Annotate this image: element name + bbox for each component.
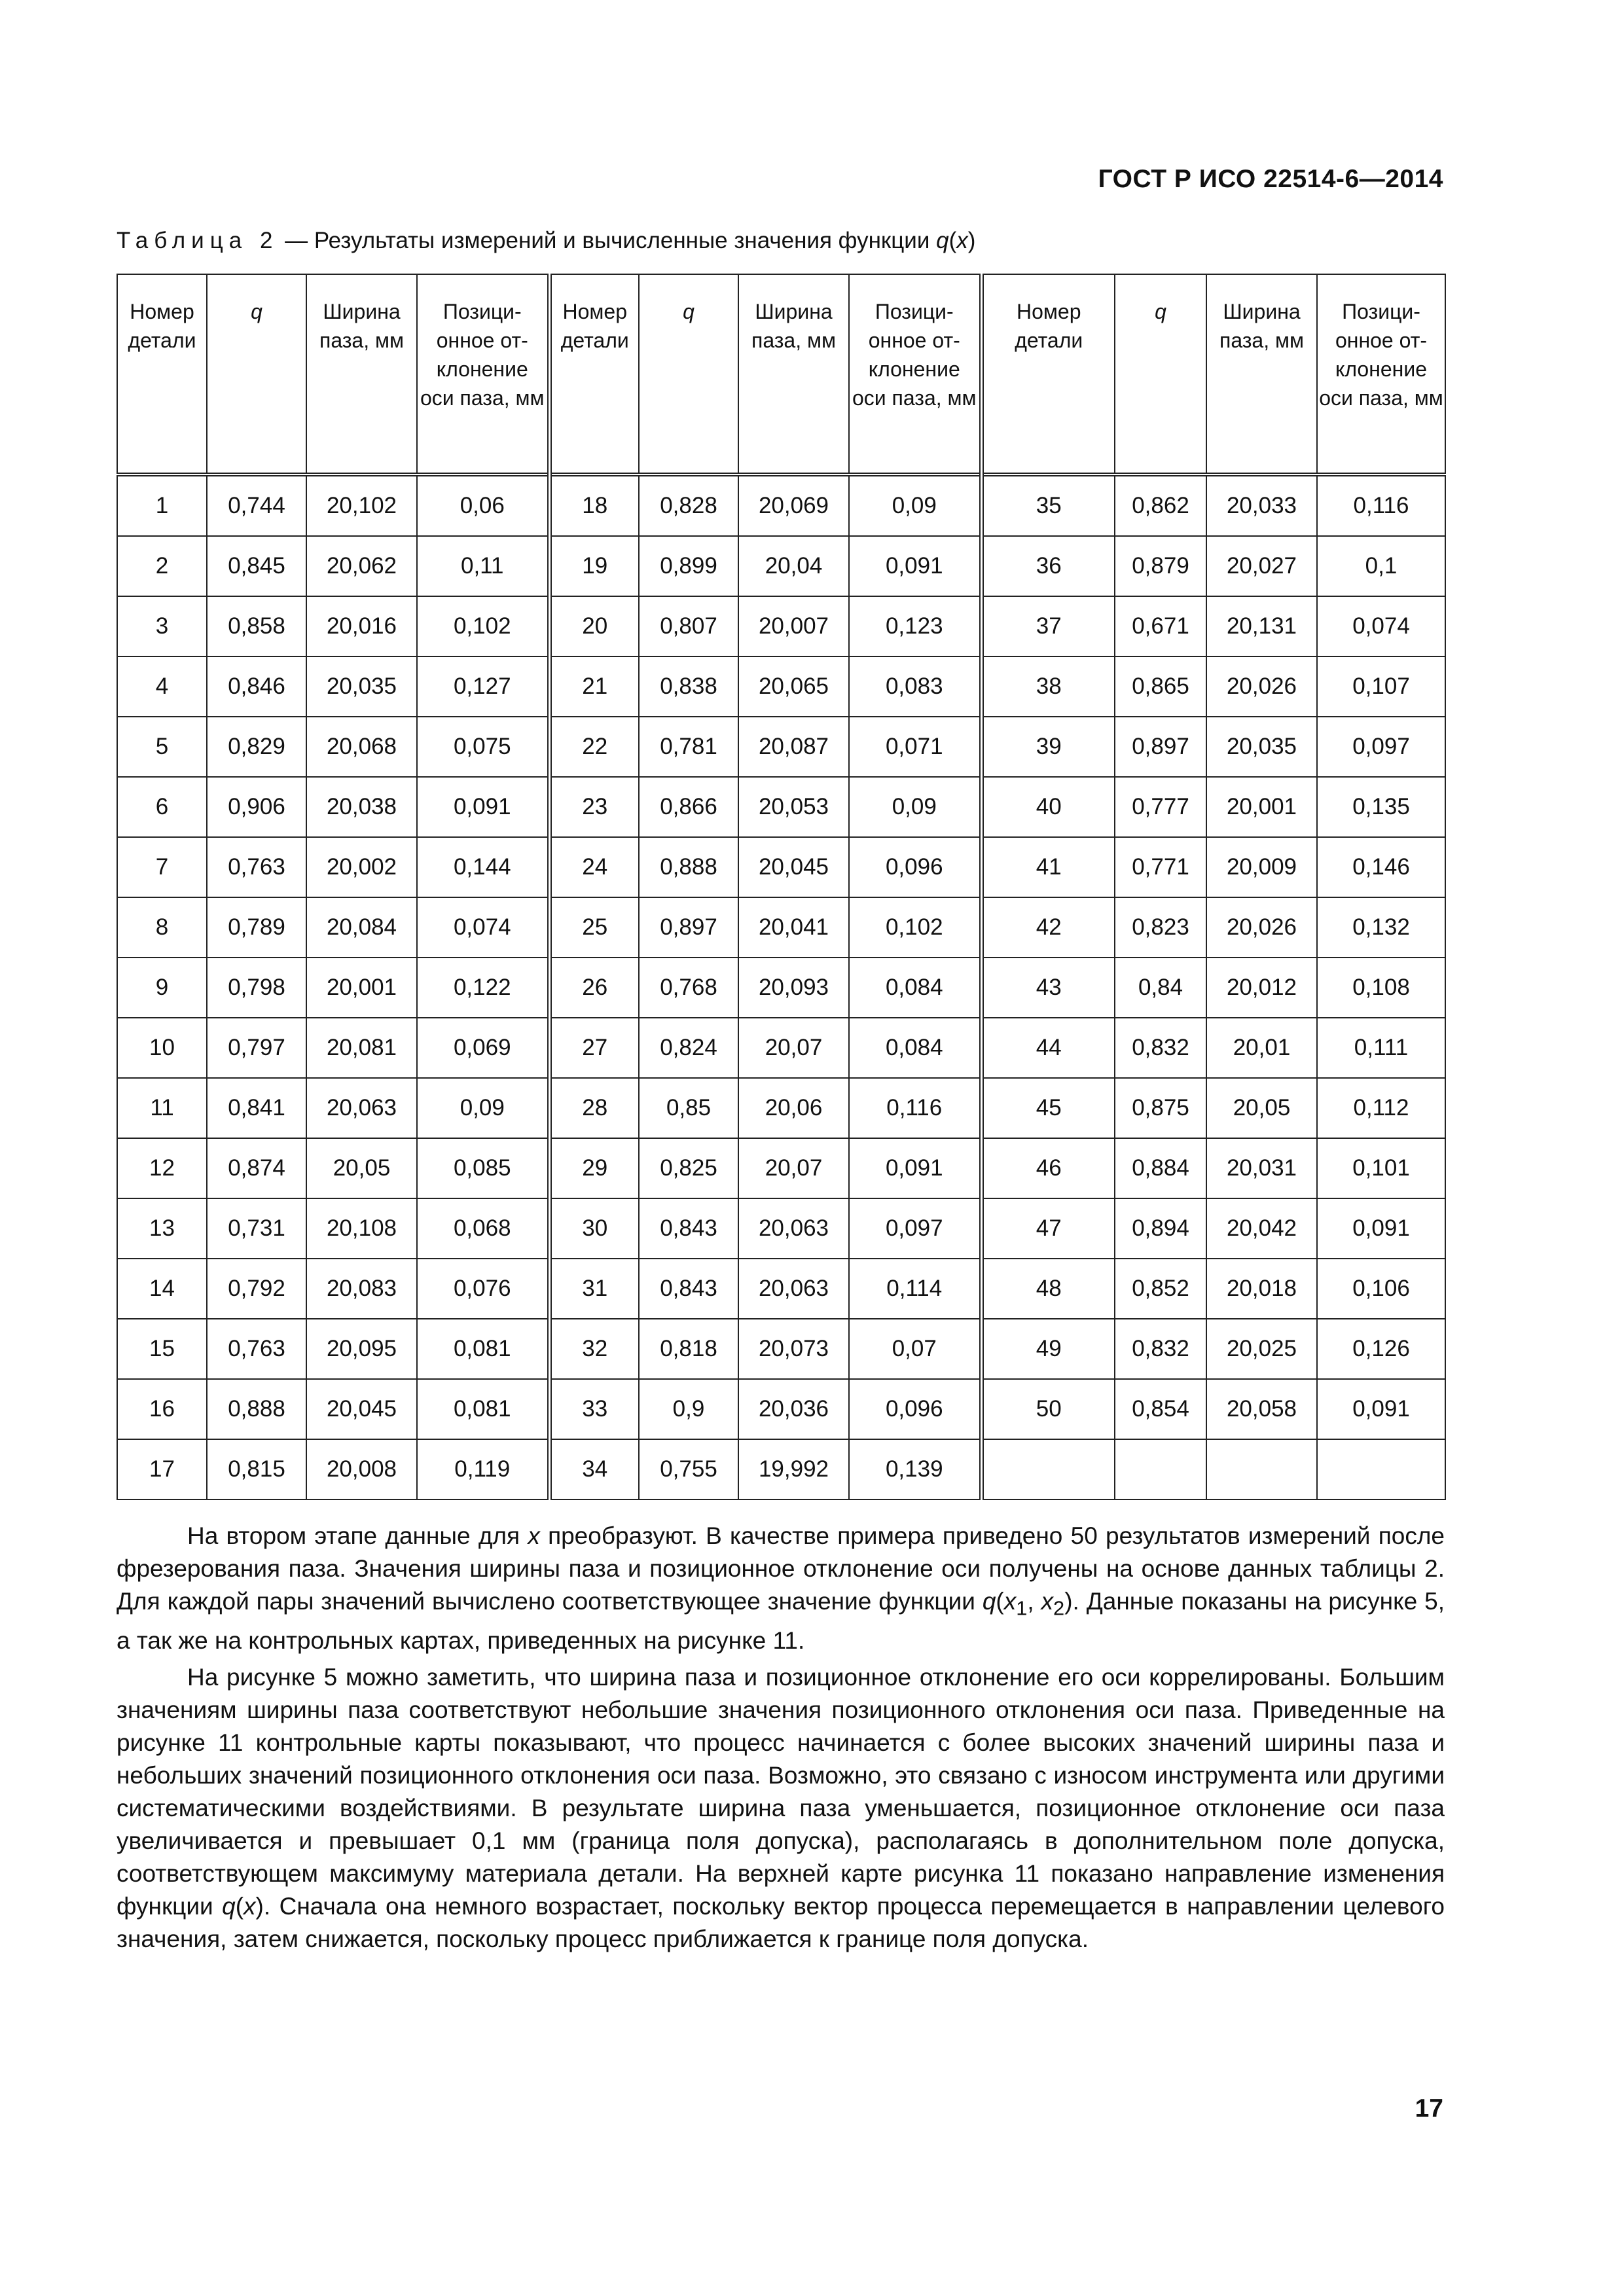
- q-cell: 0,888: [639, 837, 738, 897]
- header-position-deviation: Позици-онное от-клонение оси паза, мм: [1317, 274, 1445, 475]
- part-number-cell: 26: [549, 958, 639, 1018]
- table-row: [117, 897, 1445, 958]
- slot-width-cell: 20,009: [1206, 837, 1317, 897]
- position-deviation-cell: 0,126: [1317, 1319, 1445, 1379]
- q-cell: 0,899: [639, 536, 738, 596]
- position-deviation-cell: 0,144: [417, 837, 549, 897]
- position-deviation-cell: 0,09: [417, 1078, 549, 1138]
- slot-width-cell: 20,002: [306, 837, 417, 897]
- q-cell: 0,897: [1115, 717, 1206, 777]
- q-cell: 0,797: [207, 1018, 306, 1078]
- slot-width-cell: 20,026: [1206, 656, 1317, 717]
- part-number-cell: 18: [549, 475, 639, 536]
- header-part-number: Номер детали: [549, 274, 639, 475]
- math-var: x: [1003, 1588, 1017, 1615]
- slot-width-cell: 20,027: [1206, 536, 1317, 596]
- position-deviation-cell: 0,081: [417, 1379, 549, 1439]
- slot-width-cell: 20,038: [306, 777, 417, 837]
- part-number-cell: 9: [117, 958, 207, 1018]
- q-cell: 0,671: [1115, 596, 1206, 656]
- slot-width-cell: 20,025: [1206, 1319, 1317, 1379]
- q-cell: 0,829: [207, 717, 306, 777]
- slot-width-cell: 20,053: [738, 777, 849, 837]
- slot-width-cell: 20,108: [306, 1198, 417, 1259]
- position-deviation-cell: 0,114: [849, 1259, 981, 1319]
- position-deviation-cell: 0,069: [417, 1018, 549, 1078]
- position-deviation-cell: 0,081: [417, 1319, 549, 1379]
- slot-width-cell: 20,131: [1206, 596, 1317, 656]
- results-table: [117, 274, 1446, 1500]
- q-cell: 0,832: [1115, 1018, 1206, 1078]
- part-number-cell: 48: [981, 1259, 1115, 1319]
- part-number-cell: [981, 1439, 1115, 1499]
- position-deviation-cell: 0,075: [417, 717, 549, 777]
- part-number-cell: 32: [549, 1319, 639, 1379]
- table-row: [117, 1319, 1445, 1379]
- math-var: q: [222, 1893, 236, 1920]
- part-number-cell: 4: [117, 656, 207, 717]
- slot-width-cell: 20,035: [306, 656, 417, 717]
- slot-width-cell: 20,063: [738, 1259, 849, 1319]
- q-cell: 0,9: [639, 1379, 738, 1439]
- q-cell: 0,843: [639, 1198, 738, 1259]
- q-cell: 0,763: [207, 1319, 306, 1379]
- part-number-cell: 5: [117, 717, 207, 777]
- header-q: q: [1115, 274, 1206, 475]
- position-deviation-cell: 0,101: [1317, 1138, 1445, 1198]
- header-slot-width: Ширина паза, мм: [1206, 274, 1317, 475]
- position-deviation-cell: 0,146: [1317, 837, 1445, 897]
- text-run: ). Сначала она немного возрастает, поскольку вектор процесса перемещается в направлении целевого значения, затем снижается, поскольку процесс приближается к границе поля допуска.: [117, 1893, 1445, 1953]
- slot-width-cell: 20,073: [738, 1319, 849, 1379]
- part-number-cell: 23: [549, 777, 639, 837]
- q-cell: 0,846: [207, 656, 306, 717]
- table-caption-label: Таблица 2: [117, 228, 279, 253]
- position-deviation-cell: 0,107: [1317, 656, 1445, 717]
- q-cell: 0,777: [1115, 777, 1206, 837]
- q-cell: 0,755: [639, 1439, 738, 1499]
- position-deviation-cell: 0,106: [1317, 1259, 1445, 1319]
- slot-width-cell: 20,01: [1206, 1018, 1317, 1078]
- header-q: q: [639, 274, 738, 475]
- part-number-cell: 45: [981, 1078, 1115, 1138]
- q-cell: 0,789: [207, 897, 306, 958]
- paragraph: [117, 1520, 1445, 1657]
- position-deviation-cell: 0,096: [849, 837, 981, 897]
- slot-width-cell: 20,001: [306, 958, 417, 1018]
- table-row: [117, 536, 1445, 596]
- position-deviation-cell: 0,116: [1317, 475, 1445, 536]
- text-run: (: [235, 1893, 244, 1920]
- q-cell: 0,866: [639, 777, 738, 837]
- table-row: [117, 475, 1445, 536]
- part-number-cell: 47: [981, 1198, 1115, 1259]
- header-q: q: [207, 274, 306, 475]
- text-run: На втором этапе данные для: [187, 1522, 528, 1549]
- part-number-cell: 21: [549, 656, 639, 717]
- q-cell: 0,865: [1115, 656, 1206, 717]
- position-deviation-cell: 0,06: [417, 475, 549, 536]
- q-cell: 0,84: [1115, 958, 1206, 1018]
- slot-width-cell: 20,095: [306, 1319, 417, 1379]
- q-cell: 0,807: [639, 596, 738, 656]
- part-number-cell: 50: [981, 1379, 1115, 1439]
- slot-width-cell: 20,016: [306, 596, 417, 656]
- slot-width-cell: 20,063: [306, 1078, 417, 1138]
- part-number-cell: 13: [117, 1198, 207, 1259]
- position-deviation-cell: 0,112: [1317, 1078, 1445, 1138]
- slot-width-cell: 20,058: [1206, 1379, 1317, 1439]
- position-deviation-cell: 0,119: [417, 1439, 549, 1499]
- text-run: преобразуют. В качестве примера приведено 50 результатов измерений после фрезерования паза. Значения ширины паза и позиционное отклонение оси получены на основе данных таблицы 2. Для каждой пары значений вычислено соответствующее значение функции: [117, 1522, 1445, 1615]
- slot-width-cell: 20,062: [306, 536, 417, 596]
- slot-width-cell: 20,012: [1206, 958, 1317, 1018]
- position-deviation-cell: 0,11: [417, 536, 549, 596]
- q-cell: 0,845: [207, 536, 306, 596]
- part-number-cell: 2: [117, 536, 207, 596]
- q-cell: 0,792: [207, 1259, 306, 1319]
- position-deviation-cell: 0,097: [849, 1198, 981, 1259]
- part-number-cell: 43: [981, 958, 1115, 1018]
- slot-width-cell: 20,031: [1206, 1138, 1317, 1198]
- part-number-cell: 12: [117, 1138, 207, 1198]
- q-cell: 0,815: [207, 1439, 306, 1499]
- slot-width-cell: 20,07: [738, 1138, 849, 1198]
- part-number-cell: 34: [549, 1439, 639, 1499]
- q-cell: 0,843: [639, 1259, 738, 1319]
- slot-width-cell: 20,033: [1206, 475, 1317, 536]
- part-number-cell: 42: [981, 897, 1115, 958]
- q-cell: 0,894: [1115, 1198, 1206, 1259]
- slot-width-cell: 20,045: [306, 1379, 417, 1439]
- position-deviation-cell: 0,1: [1317, 536, 1445, 596]
- q-cell: 0,838: [639, 656, 738, 717]
- slot-width-cell: 20,065: [738, 656, 849, 717]
- position-deviation-cell: 0,09: [849, 475, 981, 536]
- position-deviation-cell: 0,122: [417, 958, 549, 1018]
- q-cell: 0,85: [639, 1078, 738, 1138]
- position-deviation-cell: 0,074: [1317, 596, 1445, 656]
- text-run: (: [996, 1588, 1004, 1615]
- slot-width-cell: 20,087: [738, 717, 849, 777]
- position-deviation-cell: 0,108: [1317, 958, 1445, 1018]
- q-cell: 0,828: [639, 475, 738, 536]
- math-subscript: 1: [1016, 1596, 1028, 1620]
- position-deviation-cell: 0,084: [849, 1018, 981, 1078]
- slot-width-cell: 20,07: [738, 1018, 849, 1078]
- slot-width-cell: 20,068: [306, 717, 417, 777]
- header-slot-width: Ширина паза, мм: [306, 274, 417, 475]
- header-position-deviation: Позици-онное от-клонение оси паза, мм: [849, 274, 981, 475]
- position-deviation-cell: [1317, 1439, 1445, 1499]
- slot-width-cell: 20,001: [1206, 777, 1317, 837]
- slot-width-cell: 20,036: [738, 1379, 849, 1439]
- part-number-cell: 37: [981, 596, 1115, 656]
- table-row: [117, 1138, 1445, 1198]
- q-cell: 0,771: [1115, 837, 1206, 897]
- position-deviation-cell: 0,07: [849, 1319, 981, 1379]
- part-number-cell: 29: [549, 1138, 639, 1198]
- slot-width-cell: 20,04: [738, 536, 849, 596]
- slot-width-cell: 20,083: [306, 1259, 417, 1319]
- table-row: [117, 1018, 1445, 1078]
- table-header-row: [117, 274, 1445, 475]
- page-number: 17: [1415, 2094, 1443, 2123]
- position-deviation-cell: 0,091: [849, 536, 981, 596]
- part-number-cell: 35: [981, 475, 1115, 536]
- part-number-cell: 49: [981, 1319, 1115, 1379]
- part-number-cell: 28: [549, 1078, 639, 1138]
- part-number-cell: 31: [549, 1259, 639, 1319]
- table-row: [117, 777, 1445, 837]
- slot-width-cell: 20,035: [1206, 717, 1317, 777]
- slot-width-cell: 20,05: [1206, 1078, 1317, 1138]
- position-deviation-cell: 0,084: [849, 958, 981, 1018]
- position-deviation-cell: 0,071: [849, 717, 981, 777]
- q-cell: 0,906: [207, 777, 306, 837]
- part-number-cell: 15: [117, 1319, 207, 1379]
- q-cell: 0,818: [639, 1319, 738, 1379]
- position-deviation-cell: 0,085: [417, 1138, 549, 1198]
- part-number-cell: 17: [117, 1439, 207, 1499]
- q-cell: 0,763: [207, 837, 306, 897]
- math-var: x: [528, 1522, 540, 1549]
- part-number-cell: 38: [981, 656, 1115, 717]
- q-cell: 0,832: [1115, 1319, 1206, 1379]
- document-code: ГОСТ Р ИСО 22514-6—2014: [1098, 165, 1443, 193]
- slot-width-cell: 20,063: [738, 1198, 849, 1259]
- position-deviation-cell: 0,076: [417, 1259, 549, 1319]
- table-row: [117, 1439, 1445, 1499]
- position-deviation-cell: 0,091: [1317, 1198, 1445, 1259]
- position-deviation-cell: 0,102: [417, 596, 549, 656]
- part-number-cell: 10: [117, 1018, 207, 1078]
- q-cell: 0,781: [639, 717, 738, 777]
- slot-width-cell: 20,018: [1206, 1259, 1317, 1319]
- header-part-number: Номер детали: [981, 274, 1115, 475]
- part-number-cell: 39: [981, 717, 1115, 777]
- position-deviation-cell: 0,111: [1317, 1018, 1445, 1078]
- position-deviation-cell: 0,09: [849, 777, 981, 837]
- text-run: ,: [1027, 1588, 1041, 1615]
- part-number-cell: 40: [981, 777, 1115, 837]
- position-deviation-cell: 0,083: [849, 656, 981, 717]
- q-cell: 0,897: [639, 897, 738, 958]
- slot-width-cell: 20,093: [738, 958, 849, 1018]
- table-caption: Таблица 2 — Результаты измерений и вычисленные значения функции q(x): [117, 228, 976, 253]
- q-cell: 0,879: [1115, 536, 1206, 596]
- position-deviation-cell: 0,096: [849, 1379, 981, 1439]
- part-number-cell: 25: [549, 897, 639, 958]
- q-cell: 0,731: [207, 1198, 306, 1259]
- header-position-deviation: Позици-онное от-клонение оси паза, мм: [417, 274, 549, 475]
- part-number-cell: 16: [117, 1379, 207, 1439]
- part-number-cell: 20: [549, 596, 639, 656]
- q-cell: 0,825: [639, 1138, 738, 1198]
- part-number-cell: 30: [549, 1198, 639, 1259]
- q-cell: 0,823: [1115, 897, 1206, 958]
- table-row: [117, 1259, 1445, 1319]
- position-deviation-cell: 0,135: [1317, 777, 1445, 837]
- table-body: [117, 475, 1445, 1499]
- part-number-cell: 8: [117, 897, 207, 958]
- q-cell: 0,768: [639, 958, 738, 1018]
- position-deviation-cell: 0,097: [1317, 717, 1445, 777]
- table-caption-func: q: [936, 228, 949, 253]
- part-number-cell: 14: [117, 1259, 207, 1319]
- slot-width-cell: 19,992: [738, 1439, 849, 1499]
- text-run: ). Данные показаны на рисунке 5, а так же на контрольных картах, приведенных на рисунке 11.: [117, 1588, 1445, 1655]
- slot-width-cell: 20,042: [1206, 1198, 1317, 1259]
- math-var: x: [1041, 1588, 1054, 1615]
- slot-width-cell: 20,081: [306, 1018, 417, 1078]
- part-number-cell: 27: [549, 1018, 639, 1078]
- position-deviation-cell: 0,132: [1317, 897, 1445, 958]
- table-row: [117, 958, 1445, 1018]
- q-cell: 0,884: [1115, 1138, 1206, 1198]
- math-var: x: [244, 1893, 256, 1920]
- table-row: [117, 1198, 1445, 1259]
- table-row: [117, 717, 1445, 777]
- math-subscript: 2: [1053, 1596, 1065, 1620]
- q-cell: 0,744: [207, 475, 306, 536]
- part-number-cell: 36: [981, 536, 1115, 596]
- part-number-cell: 33: [549, 1379, 639, 1439]
- q-cell: 0,824: [639, 1018, 738, 1078]
- position-deviation-cell: 0,091: [417, 777, 549, 837]
- q-cell: 0,841: [207, 1078, 306, 1138]
- part-number-cell: 3: [117, 596, 207, 656]
- part-number-cell: 7: [117, 837, 207, 897]
- q-cell: 0,852: [1115, 1259, 1206, 1319]
- part-number-cell: 46: [981, 1138, 1115, 1198]
- q-cell: 0,858: [207, 596, 306, 656]
- part-number-cell: 41: [981, 837, 1115, 897]
- slot-width-cell: [1206, 1439, 1317, 1499]
- slot-width-cell: 20,007: [738, 596, 849, 656]
- part-number-cell: 24: [549, 837, 639, 897]
- slot-width-cell: 20,041: [738, 897, 849, 958]
- position-deviation-cell: 0,139: [849, 1439, 981, 1499]
- header-slot-width: Ширина паза, мм: [738, 274, 849, 475]
- table-row: [117, 1078, 1445, 1138]
- position-deviation-cell: 0,091: [849, 1138, 981, 1198]
- body-text: [117, 1520, 1445, 1960]
- slot-width-cell: 20,026: [1206, 897, 1317, 958]
- part-number-cell: 19: [549, 536, 639, 596]
- table-caption-arg: x: [956, 228, 968, 253]
- slot-width-cell: 20,05: [306, 1138, 417, 1198]
- table-row: [117, 1379, 1445, 1439]
- slot-width-cell: 20,045: [738, 837, 849, 897]
- part-number-cell: 6: [117, 777, 207, 837]
- part-number-cell: 11: [117, 1078, 207, 1138]
- position-deviation-cell: 0,074: [417, 897, 549, 958]
- text-run: На рисунке 5 можно заметить, что ширина паза и позиционное отклонение его оси коррелированы. Большим значениям ширины паза соответствуют небольшие значения позиционного отклонения оси паза. Приведенные на рисунке 11 контрольные карты показывают, что процесс начинается с более высоких значений ширины паза и небольших значений позиционного отклонения оси паза. Возможно, это связано с износом инструмента или другими систематическими воздействиями. В результате ширина паза уменьшается, позиционное отклонение оси паза увеличивается и превышает 0,1 мм (граница поля допуска), располагаясь в дополнительном поле допуска, соответствующем максимуму материала детали. На верхней карте рисунка 11 показано направление изменения функции: [117, 1664, 1445, 1920]
- slot-width-cell: 20,084: [306, 897, 417, 958]
- q-cell: 0,888: [207, 1379, 306, 1439]
- q-cell: 0,862: [1115, 475, 1206, 536]
- q-cell: 0,798: [207, 958, 306, 1018]
- math-var: q: [982, 1588, 996, 1615]
- part-number-cell: 1: [117, 475, 207, 536]
- slot-width-cell: 20,008: [306, 1439, 417, 1499]
- slot-width-cell: 20,102: [306, 475, 417, 536]
- q-cell: 0,854: [1115, 1379, 1206, 1439]
- part-number-cell: 44: [981, 1018, 1115, 1078]
- table-caption-text: — Результаты измерений и вычисленные значения функции: [285, 228, 937, 253]
- position-deviation-cell: 0,068: [417, 1198, 549, 1259]
- position-deviation-cell: 0,116: [849, 1078, 981, 1138]
- slot-width-cell: 20,06: [738, 1078, 849, 1138]
- part-number-cell: 22: [549, 717, 639, 777]
- q-cell: [1115, 1439, 1206, 1499]
- table-row: [117, 837, 1445, 897]
- slot-width-cell: 20,069: [738, 475, 849, 536]
- position-deviation-cell: 0,102: [849, 897, 981, 958]
- position-deviation-cell: 0,091: [1317, 1379, 1445, 1439]
- header-part-number: Номер детали: [117, 274, 207, 475]
- table-row: [117, 656, 1445, 717]
- position-deviation-cell: 0,127: [417, 656, 549, 717]
- table-row: [117, 596, 1445, 656]
- q-cell: 0,874: [207, 1138, 306, 1198]
- position-deviation-cell: 0,123: [849, 596, 981, 656]
- paragraph: [117, 1661, 1445, 1956]
- q-cell: 0,875: [1115, 1078, 1206, 1138]
